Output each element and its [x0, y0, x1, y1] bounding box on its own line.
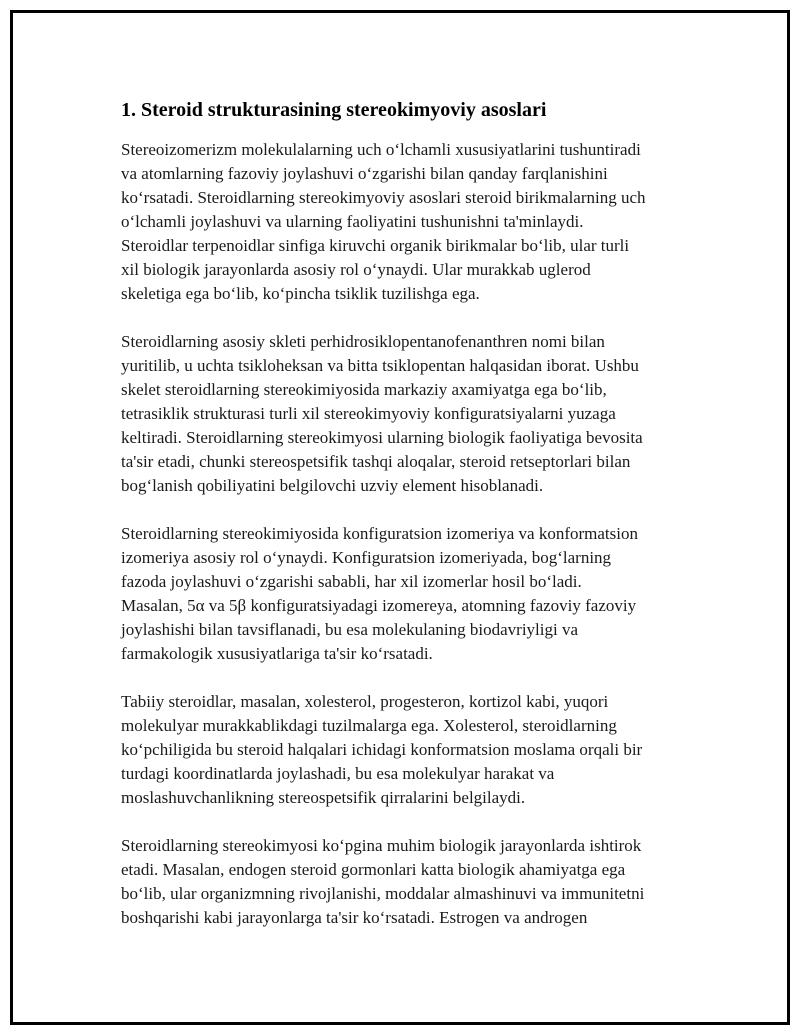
text-line: etadi. Masalan, endogen steroid gormonlari katta biologik ahamiyatga ega: [121, 860, 626, 879]
text-line: Steroidlarning stereokimiyosida konfiguratsion izomeriya va konformatsion: [121, 524, 638, 543]
text-line: oʻlchamli joylashuvi va ularning faoliyatini tushunishni ta'minlaydi.: [121, 212, 584, 231]
paragraph: [121, 138, 701, 306]
text-line: ta'sir etadi, chunki stereospetsifik tashqi aloqalar, steroid retseptorlari bilan: [121, 452, 631, 471]
text-line: fazoda joylashuvi oʻzgarishi sababli, har xil izomerlar hosil boʻladi.: [121, 572, 582, 591]
text-line: joylashishi bilan tavsiflanadi, bu esa molekulaning biodavriyligi va: [121, 620, 579, 639]
section-heading: 1. Steroid strukturasining stereokimyoviy asoslari: [121, 99, 547, 121]
text-line: molekulyar murakkablikdagi tuzilmalarga ega. Xolesterol, steroidlarning: [121, 716, 617, 735]
text-line: xil biologik jarayonlarda asosiy rol oʻynaydi. Ular murakkab uglerod: [121, 260, 591, 279]
text-line: skelet steroidlarning stereokimiyosida markaziy axamiyatga ega boʻlib,: [121, 380, 607, 399]
text-line: turdagi koordinatlarda joylashadi, bu esa molekulyar harakat va: [121, 764, 555, 783]
page-frame: [10, 10, 790, 1025]
text-line: moslashuvchanlikning stereospetsifik qirralarini belgilaydi.: [121, 788, 526, 807]
text-line: keltiradi. Steroidlarning stereokimyosi ularning biologik faoliyatiga bevosita: [121, 428, 643, 447]
paragraph: [121, 330, 701, 498]
text-line: boshqarishi kabi jarayonlarga ta'sir koʻrsatadi. Estrogen va androgen: [121, 908, 588, 927]
text-line: Tabiiy steroidlar, masalan, xolesterol, progesteron, kortizol kabi, yuqori: [121, 692, 609, 711]
text-line: Steroidlarning asosiy skleti perhidrosiklopentanofenanthren nomi bilan: [121, 332, 605, 351]
text-line: farmakologik xususiyatlariga ta'sir koʻrsatadi.: [121, 644, 433, 663]
text-line: koʻrsatadi. Steroidlarning stereokimyoviy asoslari steroid birikmalarning uch: [121, 188, 646, 207]
paragraph: [121, 834, 701, 930]
text-line: boʻlib, ular organizmning rivojlanishi, moddalar almashinuvi va immunitetni: [121, 884, 645, 903]
text-line: yuritilib, u uchta tsikloheksan va bitta tsiklopentan halqasidan iborat. Ushbu: [121, 356, 639, 375]
text-line: Steroidlar terpenoidlar sinfiga kiruvchi organik birikmalar boʻlib, ular turli: [121, 236, 630, 255]
paragraph: [121, 690, 701, 810]
text-line: Masalan, 5α va 5β konfiguratsiyadagi izomereya, atomning fazoviy fazoviy: [121, 596, 637, 615]
text-line: va atomlarning fazoviy joylashuvi oʻzgarishi bilan qanday farqlanishini: [121, 164, 608, 183]
text-line: skeletiga ega boʻlib, koʻpincha tsiklik tuzilishga ega.: [121, 284, 480, 303]
paragraph: [121, 522, 701, 666]
document-body: [121, 97, 701, 954]
text-line: Stereoizomerizm molekulalarning uch oʻlchamli xususiyatlarini tushuntiradi: [121, 140, 641, 159]
text-line: tetrasiklik strukturasi turli xil stereokimyoviy konfiguratsiyalarni yuzaga: [121, 404, 616, 423]
text-line: Steroidlarning stereokimyosi koʻpgina muhim biologik jarayonlarda ishtirok: [121, 836, 642, 855]
text-line: bogʻlanish qobiliyatini belgilovchi uzviy element hisoblanadi.: [121, 476, 544, 495]
text-line: koʻpchiligida bu steroid halqalari ichidagi konformatsion moslama orqali bir: [121, 740, 643, 759]
text-line: izomeriya asosiy rol oʻynaydi. Konfiguratsion izomeriyada, bogʻlarning: [121, 548, 612, 567]
